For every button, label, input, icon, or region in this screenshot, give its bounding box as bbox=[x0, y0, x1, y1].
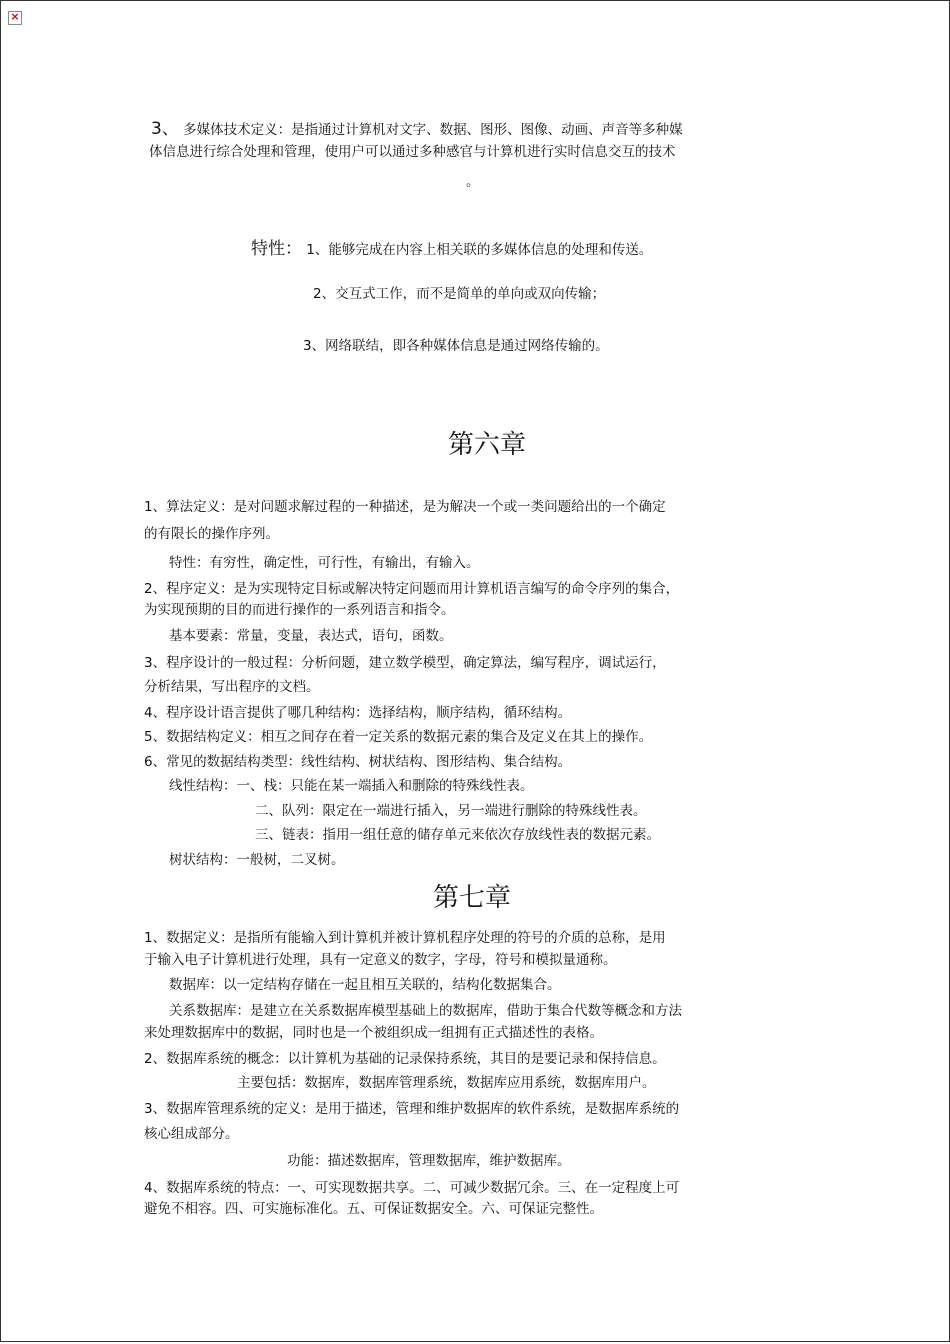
multimedia-item-number: 3、 bbox=[151, 119, 179, 139]
multimedia-definition-line-2: 体信息进行综合处理和管理，使用户可以通过多种感官与计算机进行实时信息交互的技术 bbox=[149, 144, 676, 160]
multimedia-features-row bbox=[251, 240, 652, 259]
chapter-6-line: 基本要素：常量，变量，表达式，语句，函数。 bbox=[169, 628, 453, 644]
chapter-6-line: 线性结构：一、栈：只能在某一端插入和删除的特殊线性表。 bbox=[169, 778, 534, 794]
chapter-6-line: 为实现预期的目的而进行操作的一系列语言和指令。 bbox=[144, 602, 455, 618]
chapter-6-line: 2、程序定义：是为实现特定目标或解决特定问题而用计算机语言编写的命令序列的集合， bbox=[144, 581, 680, 597]
chapter-7-line: 主要包括：数据库，数据库管理系统，数据库应用系统，数据库用户。 bbox=[237, 1075, 656, 1091]
chapter-6-line: 6、常见的数据结构类型：线性结构、树状结构、图形结构、集合结构。 bbox=[144, 754, 572, 770]
feature-2: 2、交互式工作，而不是简单的单向或双向传输； bbox=[313, 286, 606, 302]
broken-image-icon: × bbox=[8, 11, 22, 25]
chapter-7-line: 3、数据库管理系统的定义：是用于描述，管理和维护数据库的软件系统，是数据库系统的 bbox=[144, 1101, 680, 1117]
chapter-7-line: 避免不相容。四、可实施标准化。五、可保证数据安全。六、可保证完整性。 bbox=[144, 1201, 603, 1217]
chapter-6-line: 1、算法定义：是对问题求解过程的一种描述，是为解决一个或一类问题给出的一个确定 bbox=[144, 499, 666, 515]
feature-3: 3、网络联结，即各种媒体信息是通过网络传输的。 bbox=[303, 338, 609, 354]
chapter-7-line: 来处理数据库中的数据，同时也是一个被组织成一组拥有正式描述性的表格。 bbox=[144, 1025, 603, 1041]
chapter-6-line: 的有限长的操作序列。 bbox=[144, 526, 279, 542]
chapter-7-line: 4、数据库系统的特点：一、可实现数据共享。二、可减少数据冗余。三、在一定程度上可 bbox=[144, 1180, 680, 1196]
chapter-6-title: 第六章 bbox=[448, 430, 527, 460]
multimedia-definition-line-3: 。 bbox=[466, 174, 480, 190]
chapter-6-line: 3、程序设计的一般过程：分析问题，建立数学模型，确定算法，编写程序，调试运行， bbox=[144, 655, 666, 671]
chapter-7-line: 核心组成部分。 bbox=[144, 1126, 239, 1142]
chapter-7-line: 1、数据定义：是指所有能输入到计算机并被计算机程序处理的符号的介质的总称，是用 bbox=[144, 930, 666, 946]
chapter-7-title: 第七章 bbox=[433, 883, 512, 913]
multimedia-definition-line-1 bbox=[151, 120, 683, 139]
chapter-7-line: 2、数据库系统的概念：以计算机为基础的记录保持系统，其目的是要记录和保持信息。 bbox=[144, 1051, 666, 1067]
chapter-7-line: 关系数据库：是建立在关系数据库模型基础上的数据库，借助于集合代数等概念和方法 bbox=[169, 1003, 682, 1019]
multimedia-definition-text: 多媒体技术定义：是指通过计算机对文字、数据、图形、图像、动画、声音等多种媒 bbox=[183, 122, 683, 138]
chapter-6-line: 5、数据结构定义：相互之间存在着一定关系的数据元素的集合及定义在其上的操作。 bbox=[144, 729, 653, 745]
feature-1: 1、能够完成在内容上相关联的多媒体信息的处理和传送。 bbox=[306, 242, 653, 258]
chapter-7-line: 数据库：以一定结构存储在一起且相互关联的，结构化数据集合。 bbox=[169, 977, 561, 993]
features-label: 特性： bbox=[251, 239, 302, 259]
chapter-6-line: 特性：有穷性，确定性，可行性，有输出，有输入。 bbox=[169, 555, 480, 571]
chapter-7-line: 于输入电子计算机进行处理，具有一定意义的数字，字母，符号和模拟量通称。 bbox=[144, 952, 617, 968]
chapter-6-line: 三、链表：指用一组任意的储存单元来依次存放线性表的数据元素。 bbox=[255, 827, 660, 843]
chapter-7-line: 功能：描述数据库，管理数据库，维护数据库。 bbox=[287, 1153, 571, 1169]
chapter-6-line: 树状结构：一般树，二叉树。 bbox=[169, 852, 345, 868]
chapter-6-line: 4、程序设计语言提供了哪几种结构：选择结构，顺序结构，循环结构。 bbox=[144, 705, 572, 721]
chapter-6-line: 分析结果，写出程序的文档。 bbox=[144, 679, 320, 695]
chapter-6-line: 二、队列：限定在一端进行插入，另一端进行删除的特殊线性表。 bbox=[255, 803, 647, 819]
